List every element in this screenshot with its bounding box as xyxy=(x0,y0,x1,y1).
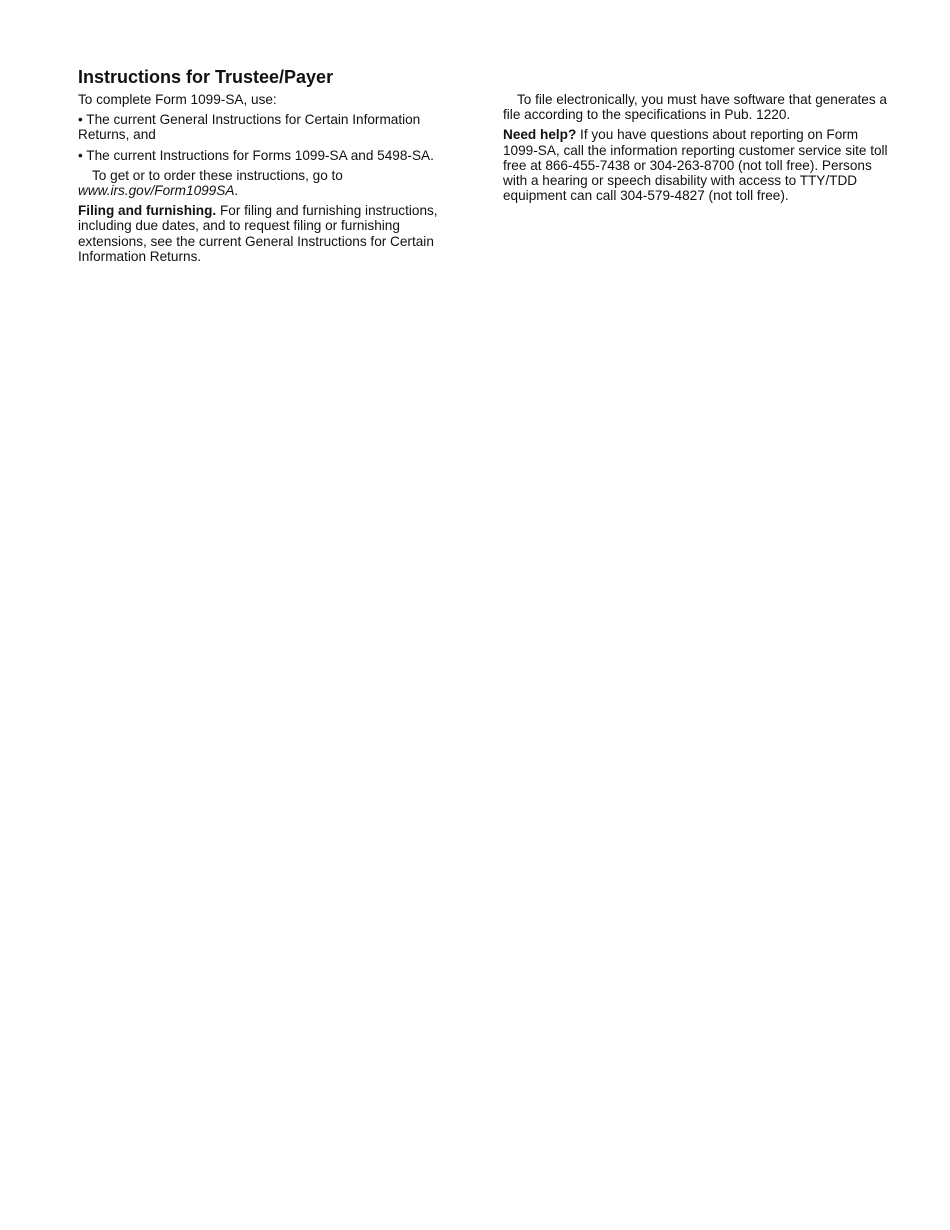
filing-furnishing-heading: Filing and furnishing. xyxy=(78,203,217,219)
intro-paragraph: To complete Form 1099-SA, use: xyxy=(78,92,277,107)
irs-form-link[interactable]: www.irs.gov/Form1099SA xyxy=(78,183,235,199)
bullet-form-instructions: • The current Instructions for Forms 1099-SA and 5498-SA. xyxy=(78,147,434,163)
get-instructions-period: . xyxy=(234,183,239,199)
left-column xyxy=(78,92,460,269)
electronic-filing-paragraph: To file electronically, you must have software that generates a file according to the specifications in Pub. 1220. xyxy=(503,92,887,123)
filing-furnishing-body: For filing and furnishing instructions, including due dates, and to request filing or furnishing extensions, see the current General Instructions for Certain Information Returns. xyxy=(78,203,438,264)
page-title: Instructions for Trustee/Payer xyxy=(78,67,334,87)
right-column xyxy=(503,92,895,208)
filing-furnishing-paragraph xyxy=(78,203,460,264)
get-instructions-paragraph xyxy=(78,168,460,198)
bullet-general-instructions: • The current General Instructions for Certain Information Returns, and xyxy=(78,112,421,143)
need-help-heading: Need help? xyxy=(503,127,577,143)
need-help-paragraph xyxy=(503,127,895,203)
get-instructions-text: To get or to order these instructions, go to xyxy=(92,167,343,183)
need-help-body: If you have questions about reporting on Form 1099-SA, call the information reporting customer service site toll free at 866-455-7438 or 304-263-8700 (not toll free). Persons with a hearing or speech disability with access to TTY/TDD equipment can call 304-579-4827 (not toll free). xyxy=(503,127,888,204)
